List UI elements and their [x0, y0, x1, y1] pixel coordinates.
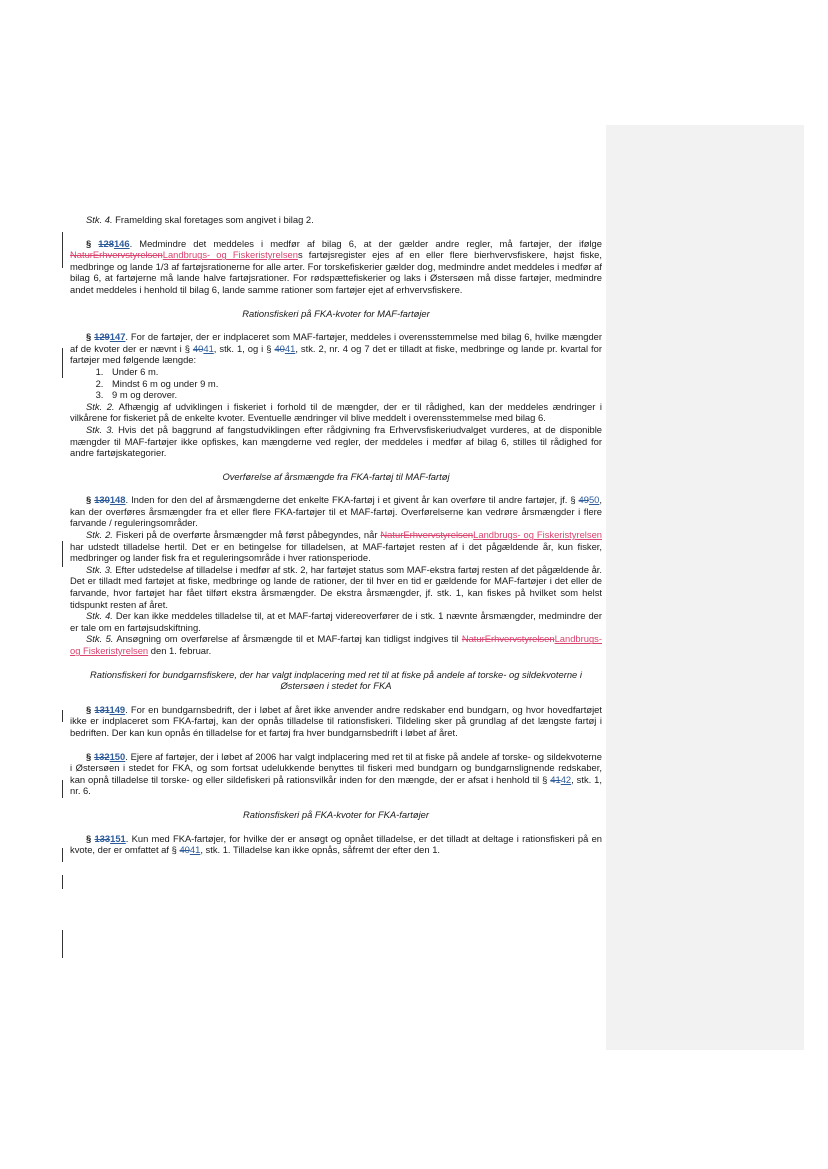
right-margin-shade — [606, 125, 804, 1050]
p147-stk3: Stk. 3. Hvis det på baggrund af fangstudviklingen efter rådgivning fra Erhvervsfiskeriudvalget vurderes, at de disponible mængder til MAF-fartøjer ikke opfiskes, kan mængderne ved regler, der meddeles i medfør af bilag 6, stilles til rådighed for andre fartøjskategorier. — [70, 423, 602, 459]
deleted-number: 130 — [94, 494, 110, 506]
paragraph-151: § 133151. Kun med FKA-fartøjer, for hvilke der er ansøgt og opnået tilladelse, er det tilladt at deltage i rationsfiskeri på en kvote, der er omfattet af § 4041, stk. 1. Tilladelse kan ikke opnås, såfremt der efter den 1. — [70, 832, 602, 856]
change-bar — [62, 710, 63, 722]
change-bar — [62, 875, 63, 889]
list-item: 3. 9 m og derover. — [106, 389, 602, 401]
p148-stk4: Stk. 4. Der kan ikke meddeles tilladelse til, at et MAF-fartøj videreoverfører de i stk. 1 nævnte årsmængder, medmindre der er tale om en fartøjsudskiftning. — [70, 610, 603, 633]
section-heading: Rationsfiskeri på FKA-kvoter for MAF-fartøjer — [242, 307, 430, 319]
length-list — [70, 366, 602, 401]
paragraph-150: § 132150. Ejere af fartøjer, der i løbet af 2006 har valgt indplacering med ret til at fiske på andele af torske- og sildekvoterne i Østersøen i stedet for FKA, og som fortsat udelukkende benyttes til fiskeri med bundgarn og bundgarnslignende redskaber, kan opnå tilladelse til torske- og eller sildefiskeri på rationsvilkår inden for den mængde, der er afsat i henhold til § 4142, stk. 1, nr. 6. — [70, 750, 602, 797]
p148-stk2: Stk. 2. Fiskeri på de overførte årsmængder må først påbegyndes, når NaturErhvervstyrelsenLandbrugs- og Fiskeristyrelsen har udstedt tilladelse hertil. Det er en betingelse for tilladelsen, at MAF-fartøjet resten af i det pågældende år, kun fisker, medbringer og lander fisk fra et reguleringsområde i hver rationsperiode. — [70, 529, 603, 564]
change-bar — [62, 780, 63, 798]
inserted-number: 146 — [113, 237, 130, 249]
paragraph-147: § 129147. For de fartøjer, der er indplaceret som MAF-fartøjer, meddeles i overensstemmelse med bilag 6, hvilke mængder af de kvoter der er nævnt i § 4041, stk. 1, og i § 4041, stk. 2, nr. 4 og 7 det er tilladt at fiske, medbringe og lande pr. kvartal for fartøjer med følgende længde: — [70, 331, 602, 366]
document-page — [70, 214, 602, 856]
change-bar — [62, 232, 63, 268]
p148-stk5: Stk. 5. Ansøgning om overførelse af årsmængde til et MAF-fartøj kan tidligst indgives til NaturErhvervstyrelsenLandbrugs- og Fiskeristyrelsen den 1. februar. — [70, 633, 602, 656]
change-bar — [62, 848, 63, 862]
deleted-number: 131 — [94, 703, 110, 715]
inserted-number: 150 — [109, 750, 126, 762]
section-heading: Rationsfiskeri for bundgarnsfiskere, der har valgt indplacering med ret til at fiske på andele af torske- og sildekvoterne i Østersøen i stedet for FKA — [90, 668, 582, 692]
inserted-number: 151 — [110, 832, 126, 844]
deleted-number: 129 — [94, 331, 110, 343]
paragraph-148: § 130148. Inden for den del af årsmængderne det enkelte FKA-fartøj i et givent år kan overføre til andre fartøjer, jf. § 4950, kan der overføres årsmængder fra et eller flere FKA-fartøjer til et MAF-fartøj. Overførelserne kan vedrøre årsmængder i flere farvande / reguleringsområder. — [70, 494, 602, 529]
list-item: 2. Mindst 6 m og under 9 m. — [106, 378, 602, 390]
change-bar — [62, 541, 63, 567]
inserted-number: 148 — [109, 494, 126, 506]
stk4-framelding: Stk. 4. Framelding skal foretages som angivet i bilag 2. — [86, 214, 314, 225]
deleted-number: 132 — [93, 750, 110, 762]
p147-stk2: Stk. 2. Afhængig af udviklingen i fiskeriet i forhold til de mængder, der er til rådighed, kan der meddeles ændringer i vilkårene for fiskeriet på de enkelte kvoter. Eventuelle ændringer vil blive meddelt i overensstemmelse med bilag 6. — [70, 400, 603, 424]
inserted-number: 147 — [109, 331, 126, 343]
list-item: 1. Under 6 m. — [106, 366, 602, 378]
paragraph-146: § 128146. Medmindre det meddeles i medfør af bilag 6, at der gælder andre regler, må fartøjer, der ifølge NaturErhvervstyrelsenLandbrugs- og Fiskeristyrelsens fartøjsregister ejes af en eller flere bierhvervsfiskere, højst fiske, medbringe og lande 1/3 af fartøjsrationerne for alle arter. For torskefiskerier gælder dog, medmindre andet meddeles i medfør af bilag 6, at fartøjerne må lande halve fartøjsrationer. For rødspættefiskerier og laks i Østersøen må disse fartøjer, medmindre andet meddeles i henhold til bilag 6, lande samme rationer som fartøjer ejet af erhvervsfiskere. — [70, 237, 602, 295]
deleted-number: 133 — [94, 832, 111, 844]
p148-stk3: Stk. 3. Efter udstedelse af tilladelse i medfør af stk. 2, har fartøjet status som MAF-ekstra fartøj resten af det pågældende år. Det er tilladt med fartøjet at fiske, medbringe og lande de rationer, der til hver en tid er gældende for MAF-fartøjer i det eller de farvande, hvor fartøjet har fået tilført ekstra årsmængder. De ekstra årsmængder, jf. stk. 1, kan fiskes på hvilket som helst tidspunkt resten af året. — [70, 563, 603, 610]
change-bar — [62, 930, 63, 958]
change-bar — [62, 348, 63, 378]
inserted-number: 149 — [109, 703, 126, 715]
deleted-number: 128 — [98, 237, 114, 249]
section-heading: Rationsfiskeri på FKA-kvoter for FKA-fartøjer — [243, 808, 429, 820]
deleted-agency: NaturErhvervstyrelsen — [70, 249, 163, 261]
section-heading: Overførelse af årsmængde fra FKA-fartøj til MAF-fartøj — [222, 470, 450, 482]
paragraph-149: § 131149. For en bundgarnsbedrift, der i løbet af året ikke anvender andre redskaber end bundgarn, og hvor hovedfartøjet ikke er indplaceret som FKA-fartøj, kan der opnås tilladelse til rationsfiskeri. Tildeling sker på grundlag af det længste fartøj i bedriften. Der kan kun opnås én tilladelse for et fartøj fra hver bundgarnsbedrift i løbet af året. — [70, 703, 602, 738]
inserted-agency: Landbrugs- og Fiskeristyrelsen — [162, 249, 298, 261]
